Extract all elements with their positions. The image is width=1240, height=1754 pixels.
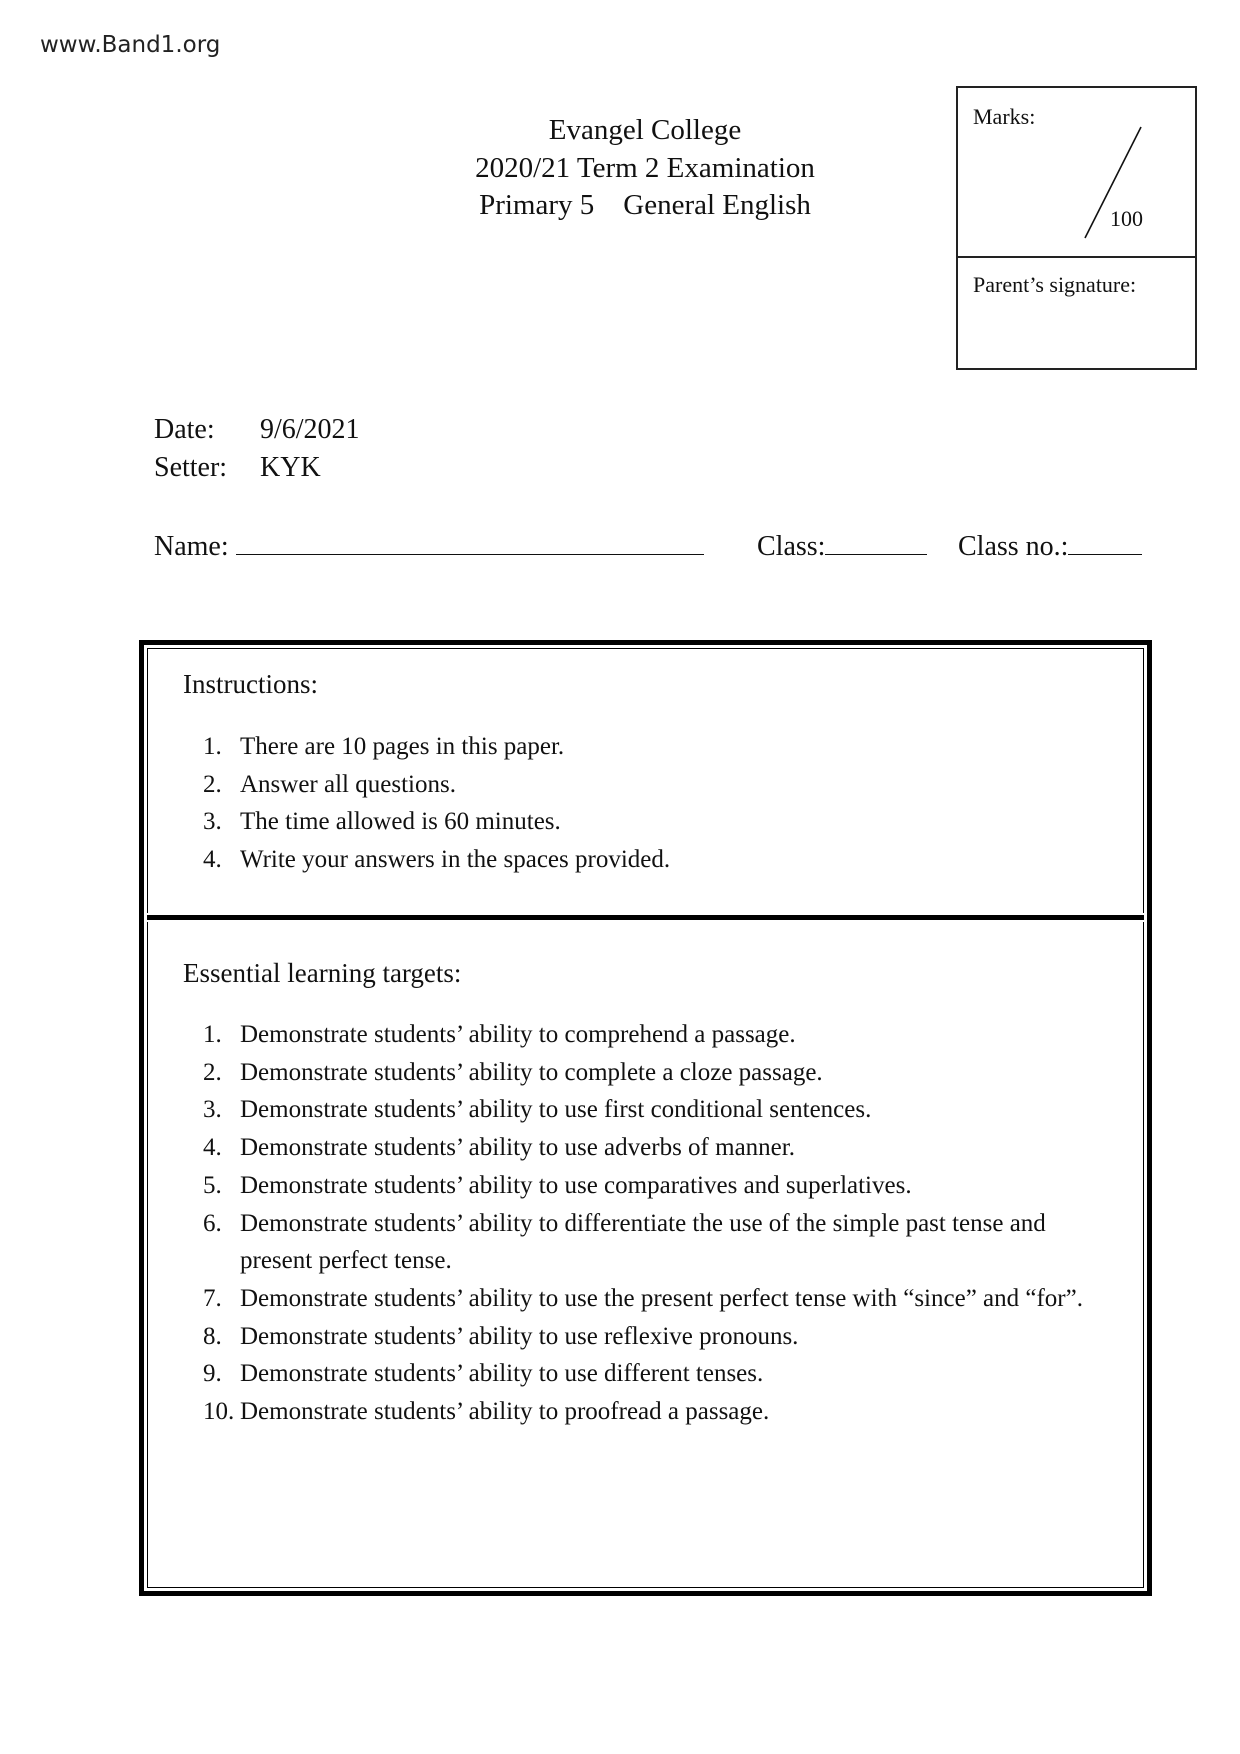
list-item (183, 728, 1133, 766)
item-number: 2. (203, 770, 222, 798)
class-no-label: Class no.: (958, 531, 1069, 562)
class-label: Class: (757, 531, 826, 562)
class-no-field[interactable] (958, 528, 1142, 563)
item-number: 4. (203, 846, 222, 874)
targets-section (147, 922, 1144, 1588)
item-number: 5. (203, 1171, 222, 1199)
info-box (139, 640, 1152, 1596)
instructions-section (147, 648, 1144, 913)
targets-heading: Essential learning targets: (183, 958, 462, 988)
section-divider (147, 915, 1144, 920)
class-field[interactable] (757, 528, 927, 563)
item-text: Demonstrate students’ ability to differentiate the use of the simple past tense and present perfect tense. (240, 1209, 1046, 1275)
name-line[interactable] (236, 528, 704, 555)
item-text: Write your answers in the spaces provided. (240, 846, 671, 874)
item-number: 3. (203, 1096, 222, 1124)
item-text: The time allowed is 60 minutes. (240, 808, 561, 836)
item-text: Demonstrate students’ ability to use the present perfect tense with “since” and “for”. (240, 1284, 1083, 1312)
list-item (183, 1205, 1123, 1280)
exam-name: 2020/21 Term 2 Examination (475, 151, 815, 184)
item-text: Answer all questions. (240, 770, 456, 798)
item-number: 7. (203, 1284, 222, 1312)
item-number: 10. (203, 1398, 235, 1426)
list-item (183, 1393, 1123, 1431)
item-number: 6. (203, 1209, 222, 1237)
item-text: Demonstrate students’ ability to use comparatives and superlatives. (240, 1171, 912, 1199)
instructions-list (183, 728, 1133, 879)
list-item (183, 1355, 1123, 1393)
watermark: www.Band1.org (40, 32, 221, 58)
item-number: 3. (203, 808, 222, 836)
marks-cell (958, 88, 1195, 258)
item-text: Demonstrate students’ ability to use different tenses. (240, 1360, 764, 1388)
item-text: There are 10 pages in this paper. (240, 733, 565, 760)
marks-label: Marks: (973, 104, 1036, 129)
name-label: Name: (154, 531, 229, 562)
signature-label: Parent’s signature: (973, 272, 1137, 297)
item-text: Demonstrate students’ ability to proofread a passage. (240, 1398, 770, 1426)
item-number: 1. (203, 733, 222, 760)
class-line[interactable] (825, 528, 927, 555)
item-number: 2. (203, 1058, 222, 1086)
level: Primary 5 (479, 189, 595, 221)
date-value: 9/6/2021 (260, 414, 360, 445)
targets-list (183, 1016, 1123, 1431)
item-text: Demonstrate students’ ability to complete a cloze passage. (240, 1058, 823, 1086)
list-item (183, 1167, 1123, 1205)
marks-box (956, 86, 1197, 370)
item-text: Demonstrate students’ ability to use adverbs of manner. (240, 1134, 795, 1162)
item-text: Demonstrate students’ ability to use first conditional sentences. (240, 1096, 872, 1124)
item-number: 4. (203, 1134, 222, 1162)
class-no-line[interactable] (1068, 528, 1142, 555)
list-item (183, 841, 1133, 879)
list-item (183, 1318, 1123, 1356)
list-item (183, 1129, 1123, 1167)
date-label: Date: (154, 414, 215, 445)
list-item (183, 1280, 1123, 1318)
name-field[interactable] (154, 528, 704, 563)
item-number: 1. (203, 1021, 222, 1048)
item-number: 8. (203, 1322, 222, 1350)
list-item (183, 766, 1133, 804)
exam-header (400, 112, 890, 225)
item-number: 9. (203, 1360, 222, 1388)
setter-label: Setter: (154, 452, 228, 483)
list-item (183, 1091, 1123, 1129)
item-text: Demonstrate students’ ability to use reflexive pronouns. (240, 1322, 799, 1350)
setter-value: KYK (260, 452, 321, 483)
marks-total: 100 (1110, 206, 1143, 231)
list-item (183, 803, 1133, 841)
list-item (183, 1016, 1123, 1054)
school-name: Evangel College (548, 114, 742, 146)
subject: General English (623, 189, 811, 221)
level-subject (400, 187, 890, 225)
item-text: Demonstrate students’ ability to comprehend a passage. (240, 1021, 796, 1048)
list-item (183, 1054, 1123, 1092)
instructions-heading: Instructions: (183, 669, 318, 699)
